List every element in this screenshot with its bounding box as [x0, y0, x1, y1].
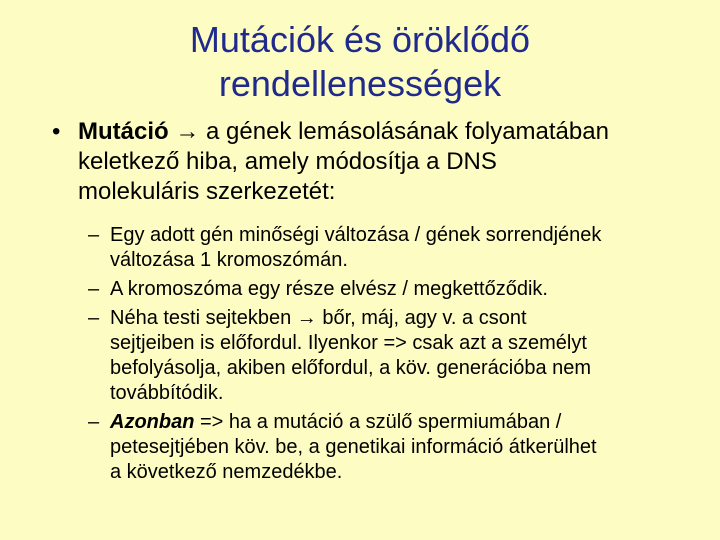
sub-bullet-line: Néha testi sejtekben → bőr, máj, agy v. a csont: [110, 307, 527, 329]
sub-bullet-line: befolyásolja, akiben előfordul, a köv. generációba nem: [110, 357, 592, 379]
dash-marker: –: [88, 278, 100, 300]
sub-bullet-2: [88, 277, 713, 302]
main-bullet-lead: Mutáció: [78, 118, 169, 145]
title-line-2: rendellenességek: [218, 63, 502, 104]
dash-marker: –: [88, 224, 100, 246]
dash-marker: –: [88, 307, 100, 329]
main-bullet-line: → a gének lemásolásának folyamatában: [168, 118, 609, 145]
sub-bullet-line: a következő nemzedékbe.: [110, 461, 343, 483]
sub-bullet-line: Egy adott gén minőségi változása / gének sorrendjének: [110, 224, 602, 246]
slide-title: [0, 18, 720, 106]
sub-bullet-line: A kromoszóma egy része elvész / megkettőződik.: [110, 278, 548, 300]
sub-bullet-line: továbbítódik.: [110, 382, 224, 404]
sub-bullet-line: változása 1 kromoszómán.: [110, 249, 348, 271]
sub-bullet-3: [88, 306, 713, 406]
title-line-1: Mutációk és öröklődő: [189, 19, 531, 60]
main-bullet: [52, 117, 712, 207]
sub-bullet-4: [88, 410, 713, 485]
sub-bullet-line: => ha a mutáció a szülő spermiumában /: [194, 411, 562, 433]
bullet-marker: •: [52, 118, 61, 145]
main-bullet-line: molekuláris szerkezetét:: [78, 178, 336, 205]
sub-bullet-1: [88, 223, 713, 273]
sub-bullet-line: sejtjeiben is előfordul. Ilyenkor => csak azt a személyt: [110, 332, 587, 354]
main-bullet-line: keletkező hiba, amely módosítja a DNS: [78, 148, 497, 175]
sub-bullet-line: petesejtjében köv. be, a genetikai információ átkerülhet: [110, 436, 597, 458]
sub-bullet-list: [88, 223, 713, 489]
dash-marker: –: [88, 411, 100, 433]
sub-bullet-lead: Azonban: [110, 411, 195, 433]
